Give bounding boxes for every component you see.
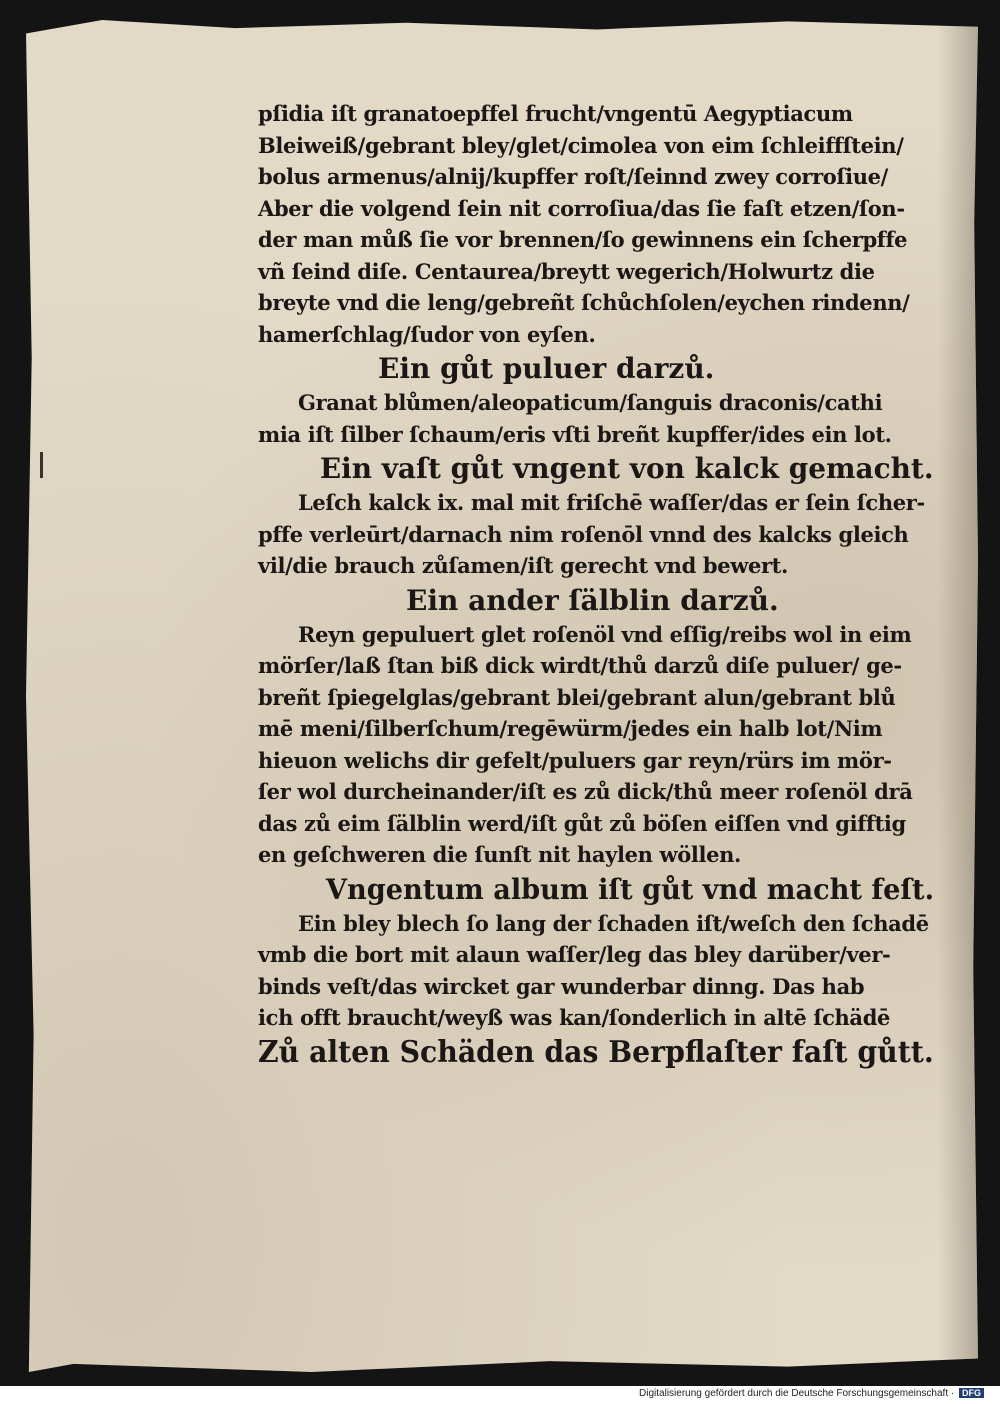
text-line: hieuon welichs dir gefelt/puluers gar reyn/rürs im mör- (258, 747, 892, 773)
text-line: vmb die bort mit alaun waſſer/leg das bley darüber/ver- (258, 942, 891, 967)
section-heading: Ein ander ſälblin darzů. (406, 583, 779, 617)
section-heading: Zů alten Schäden das Berpflaſter faſt gůtt. (258, 1034, 934, 1070)
text-block (258, 98, 934, 1071)
section-heading: Ein gůt puluer darzů. (378, 352, 715, 385)
text-line: Reyn gepuluert glet roſenöl vnd eſſig/reibs wol in eim (298, 621, 912, 647)
text-line: hamerſchlag/ſudor von eyſen. (258, 321, 596, 347)
digitization-credit (639, 1388, 984, 1399)
text-line: Bleiweiß/gebrant bley/glet/cimolea von eim ſchleiffſtein/ (258, 132, 904, 158)
text-line: en geſchweren die ſunſt nit haylen wöllen. (258, 842, 741, 867)
text-line: binds veſt/das wircket gar wunderbar dinng. Das hab (258, 973, 865, 999)
dfg-logo: DFG (959, 1388, 984, 1398)
text-line: mē meni/ſilberſchum/regēwürm/jedes ein halb lot/Nim (258, 716, 883, 741)
text-line: breyte vnd die leng/gebreñt ſchůchſolen/eychen rindenn/ (258, 290, 910, 315)
text-line: mia iſt ſilber ſchaum/eris vſti breñt kupffer/ides ein lot. (258, 421, 892, 447)
text-line: Aber die volgend ſein nit corroſiua/das ſie faſt etzen/ſon- (258, 195, 905, 221)
text-line: vil/die brauch zůſamen/iſt gerecht vnd bewert. (258, 553, 788, 578)
text-line: pffe verleūrt/darnach nim roſenōl vnnd des kalcks gleich (258, 521, 909, 547)
section-heading: Vngentum album iſt gůt vnd macht feſt. (325, 872, 935, 906)
text-line: bolus armenus/alnij/kupffer roſt/ſeinnd zwey corroſiue/ (258, 164, 888, 189)
section-heading: Ein vaſt gůt vngent von kalck gemacht. (319, 452, 934, 485)
text-line: breñt ſpiegelglas/gebrant blei/gebrant alun/gebrant blů (258, 684, 896, 710)
text-line: vñ ſeind diſe. Centaurea/breytt wegerich/Holwurtz die (258, 258, 875, 284)
text-line: pſidia iſt granatoepffel frucht/vngentū Aegyptiacum (258, 101, 853, 126)
text-line: Ein bley blech ſo lang der ſchaden iſt/weſch den ſchadē (298, 910, 929, 936)
text-line: das zů eim ſälblin werd/iſt gůt zů böſen eiſſen vnd gifftig (258, 810, 906, 836)
text-line: der man můß ſie vor brennen/ſo gewinnens ein ſcherpffe (258, 227, 908, 252)
text-line: ich offt braucht/weyß was kan/ſonderlich in altē ſchädē (258, 1005, 891, 1030)
margin-mark (40, 452, 43, 478)
page-edge-shadow (938, 20, 978, 1372)
text-line: Leſch kalck ix. mal mit friſchē waſſer/das er ſein ſcher- (298, 490, 925, 515)
text-line: Granat blůmen/aleopaticum/ſanguis draconis/cathi (298, 390, 883, 415)
text-line: ſer wol durcheinander/iſt es zů dick/thů meer roſenöl drā (258, 779, 913, 804)
credit-text: Digitalisierung gefördert durch die Deutsche Forschungsgemeinschaft · (639, 1388, 955, 1399)
text-line: mörſer/laß ſtan biß dick wirdt/thů darzů diſe puluer/ ge- (258, 653, 902, 678)
